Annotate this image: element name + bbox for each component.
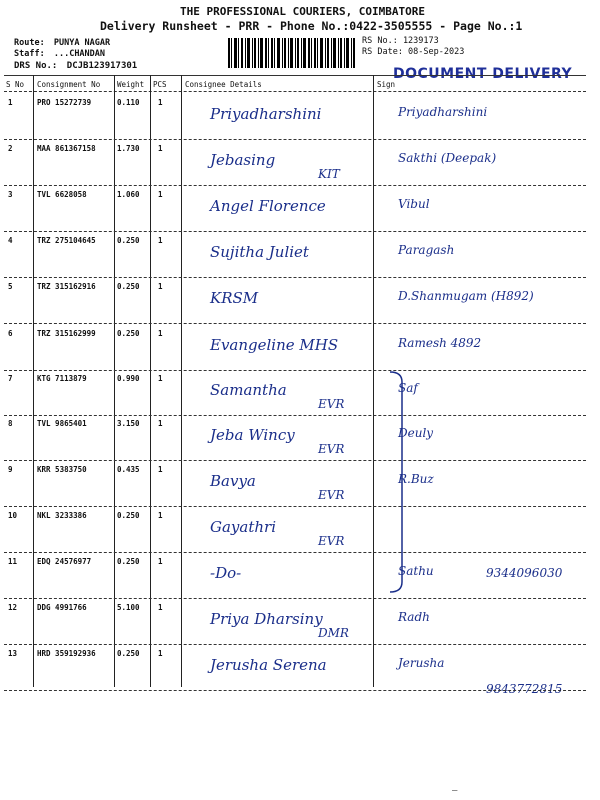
row-pcs: 1 bbox=[158, 236, 163, 245]
row-consignment: KRR 5383750 bbox=[37, 465, 87, 474]
row-consignee: -Do- bbox=[210, 564, 242, 582]
row-divider bbox=[4, 415, 586, 416]
drs-label: DRS No.: bbox=[14, 61, 58, 71]
row-pcs: 1 bbox=[158, 419, 163, 428]
page-mark: — bbox=[452, 786, 458, 796]
rs-date: RS Date: 08-Sep-2023 bbox=[362, 47, 465, 57]
row-sno: 9 bbox=[8, 465, 13, 474]
row-consignee: Samantha bbox=[210, 381, 287, 399]
row-weight: 0.250 bbox=[117, 649, 140, 658]
row-divider bbox=[4, 598, 586, 599]
row-sno: 7 bbox=[8, 374, 13, 383]
row-sno: 10 bbox=[8, 511, 18, 520]
row-sno: 2 bbox=[8, 144, 13, 153]
route-line bbox=[14, 38, 110, 48]
row-pcs: 1 bbox=[158, 603, 163, 612]
row-divider bbox=[4, 690, 586, 691]
company-title: THE PROFESSIONAL COURIERS, COIMBATORE bbox=[180, 5, 426, 18]
header-rule bbox=[4, 91, 586, 92]
row-signature: D.Shanmugam (H892) bbox=[398, 289, 534, 303]
col-weight: Weight bbox=[117, 80, 145, 89]
row-consignment: NKL 3233386 bbox=[37, 511, 87, 520]
row-pcs: 1 bbox=[158, 144, 163, 153]
row-consignment: MAA 861367158 bbox=[37, 144, 96, 153]
runsheet-title: Delivery Runsheet - PRR - Phone No.:0422-3505555 - Page No.:1 bbox=[100, 19, 523, 33]
row-divider bbox=[4, 231, 586, 232]
row-sno: 11 bbox=[8, 557, 18, 566]
row-weight: 0.250 bbox=[117, 329, 140, 338]
row-consignee: Bavya bbox=[210, 472, 256, 490]
row-weight: 0.110 bbox=[117, 98, 140, 107]
barcode bbox=[228, 38, 356, 68]
bracket-mark bbox=[388, 368, 406, 596]
row-divider bbox=[4, 506, 586, 507]
row-signature: Deuly bbox=[398, 426, 434, 440]
row-weight: 5.100 bbox=[117, 603, 140, 612]
row-code: EVR bbox=[318, 397, 345, 411]
row-consignment: KTG 7113879 bbox=[37, 374, 87, 383]
col-signature: Sign bbox=[377, 80, 396, 89]
row-phone: 9344096030 bbox=[486, 566, 563, 580]
row-weight: 0.250 bbox=[117, 557, 140, 566]
staff-line bbox=[14, 49, 105, 59]
row-signature: Vibul bbox=[398, 197, 430, 211]
row-pcs: 1 bbox=[158, 190, 163, 199]
row-pcs: 1 bbox=[158, 282, 163, 291]
row-consignee: KRSM bbox=[210, 289, 259, 307]
staff-value: ...CHANDAN bbox=[53, 49, 106, 59]
row-phone: 9843772815 bbox=[486, 682, 563, 696]
row-divider bbox=[4, 370, 586, 371]
row-signature: Sathu bbox=[398, 564, 434, 578]
row-pcs: 1 bbox=[158, 374, 163, 383]
col-divider bbox=[181, 75, 182, 687]
row-consignment: TRZ 275104645 bbox=[37, 236, 96, 245]
row-pcs: 1 bbox=[158, 98, 163, 107]
row-signature: Paragash bbox=[398, 243, 455, 257]
row-divider bbox=[4, 323, 586, 324]
row-sno: 1 bbox=[8, 98, 13, 107]
row-signature: Priyadharshini bbox=[398, 105, 488, 119]
row-divider bbox=[4, 460, 586, 461]
row-weight: 0.990 bbox=[117, 374, 140, 383]
row-signature: Jerusha bbox=[398, 656, 445, 670]
row-consignment: EDQ 24576977 bbox=[37, 557, 92, 566]
row-weight: 3.150 bbox=[117, 419, 140, 428]
row-consignee: Gayathri bbox=[210, 518, 276, 536]
row-divider bbox=[4, 277, 586, 278]
row-consignee: Jebasing bbox=[210, 151, 276, 169]
row-sno: 3 bbox=[8, 190, 13, 199]
row-consignee: Priya Dharsiny bbox=[210, 610, 323, 628]
col-divider bbox=[114, 75, 115, 687]
row-consignment: TRZ 315162999 bbox=[37, 329, 96, 338]
row-pcs: 1 bbox=[158, 649, 163, 658]
row-code: DMR bbox=[318, 626, 349, 640]
row-code: EVR bbox=[318, 442, 345, 456]
row-weight: 0.250 bbox=[117, 236, 140, 245]
row-pcs: 1 bbox=[158, 329, 163, 338]
col-consignment: Consignment No bbox=[37, 80, 101, 89]
row-weight: 0.250 bbox=[117, 282, 140, 291]
row-code: EVR bbox=[318, 534, 345, 548]
row-consignment: TRZ 315162916 bbox=[37, 282, 96, 291]
col-divider bbox=[150, 75, 151, 687]
row-signature: Saf bbox=[398, 381, 418, 395]
row-consignee: Jerusha Serena bbox=[210, 656, 327, 674]
row-consignee: Angel Florence bbox=[210, 197, 326, 215]
drs-line bbox=[14, 61, 137, 71]
route-label: Route: bbox=[14, 38, 45, 48]
col-sno: S No bbox=[6, 80, 25, 89]
rs-number: RS No.: 1239173 bbox=[362, 36, 439, 46]
row-consignee: Sujitha Juliet bbox=[210, 243, 309, 261]
col-divider bbox=[373, 75, 374, 687]
staff-label: Staff: bbox=[14, 49, 45, 59]
route-value: PUNYA NAGAR bbox=[53, 38, 111, 48]
row-sno: 4 bbox=[8, 236, 13, 245]
row-code: KIT bbox=[318, 167, 340, 181]
col-pcs: PCS bbox=[153, 80, 167, 89]
row-weight: 1.060 bbox=[117, 190, 140, 199]
row-divider bbox=[4, 644, 586, 645]
row-sno: 6 bbox=[8, 329, 13, 338]
row-consignment: TVL 6628058 bbox=[37, 190, 87, 199]
row-divider bbox=[4, 185, 586, 186]
document-delivery-stamp: DOCUMENT DELIVERY bbox=[393, 66, 573, 82]
row-consignment: TVL 9865401 bbox=[37, 419, 87, 428]
row-pcs: 1 bbox=[158, 557, 163, 566]
row-divider bbox=[4, 139, 586, 140]
row-consignee: Priyadharshini bbox=[210, 105, 322, 123]
row-sno: 5 bbox=[8, 282, 13, 291]
row-consignee: Jeba Wincy bbox=[210, 426, 295, 444]
row-signature: Sakthi (Deepak) bbox=[398, 151, 497, 165]
row-divider bbox=[4, 552, 586, 553]
col-divider bbox=[33, 75, 34, 687]
row-weight: 0.250 bbox=[117, 511, 140, 520]
row-consignment: HRD 359192936 bbox=[37, 649, 96, 658]
row-code: EVR bbox=[318, 488, 345, 502]
row-signature: Ramesh 4892 bbox=[398, 336, 482, 350]
row-consignee: Evangeline MHS bbox=[210, 336, 339, 354]
drs-value: DCJB123917301 bbox=[66, 61, 138, 71]
row-sno: 12 bbox=[8, 603, 18, 612]
row-weight: 0.435 bbox=[117, 465, 140, 474]
row-pcs: 1 bbox=[158, 465, 163, 474]
row-consignment: PRO 15272739 bbox=[37, 98, 92, 107]
row-signature: Radh bbox=[398, 610, 430, 624]
row-consignment: DDG 4991766 bbox=[37, 603, 87, 612]
row-sno: 8 bbox=[8, 419, 13, 428]
row-pcs: 1 bbox=[158, 511, 163, 520]
col-details: Consignee Details bbox=[185, 80, 262, 89]
table-top-rule bbox=[4, 75, 586, 76]
row-sno: 13 bbox=[8, 649, 18, 658]
row-signature: R.Buz bbox=[398, 472, 434, 486]
row-weight: 1.730 bbox=[117, 144, 140, 153]
